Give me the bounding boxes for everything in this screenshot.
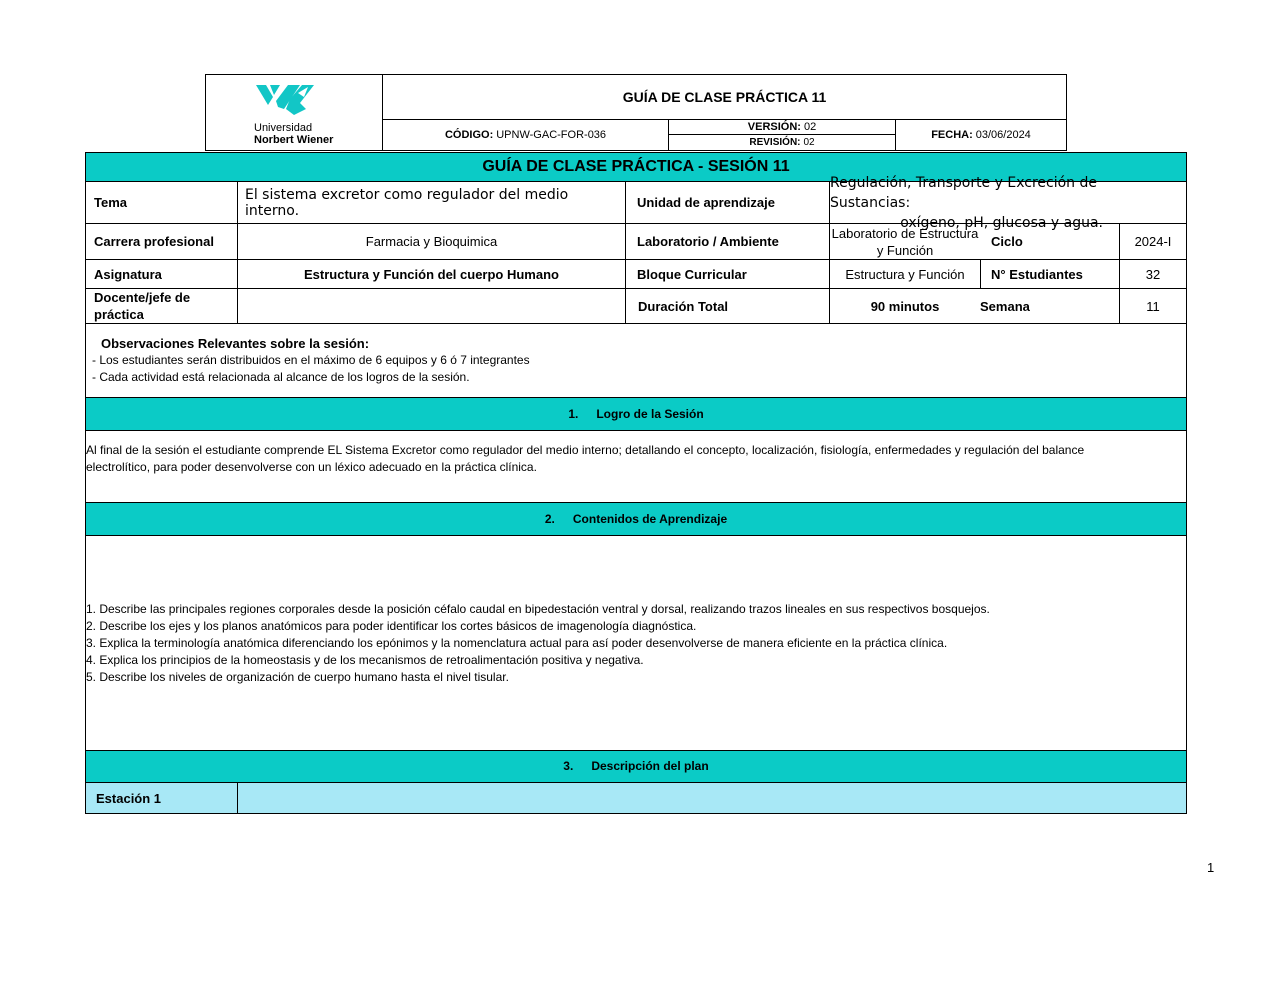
carrera-label: Carrera profesional: [86, 223, 237, 259]
carrera-value: Farmacia y Bioquimica: [237, 223, 625, 259]
fecha-field: FECHA: 03/06/2024: [931, 129, 1031, 141]
estacion-value[interactable]: [237, 782, 1186, 813]
observaciones-section: [86, 323, 1186, 397]
semana-label: Semana: [980, 288, 1119, 323]
session-title: GUÍA DE CLASE PRÁCTICA - SESIÓN 11: [86, 153, 1186, 181]
contenido-item: 4. Explica los principios de la homeostasis y de los mecanismos de retroalimentación positiva y negativa.: [86, 653, 644, 667]
session-table: [85, 152, 1187, 814]
estacion-label: Estación 1: [86, 782, 237, 813]
docente-label: Docente/jefe de práctica: [86, 288, 237, 323]
tema-value: El sistema excretor como regulador del medio interno.: [237, 181, 625, 223]
contenido-item: 5. Describe los niveles de organización de cuerpo humano hasta el nivel tisular.: [86, 670, 509, 684]
bloque-value: Estructura y Función: [829, 259, 980, 288]
university-logo-icon: [254, 83, 318, 117]
plan-heading: 3. Descripción del plan: [86, 750, 1186, 782]
laboratorio-value: Laboratorio de Estructura y Función: [829, 223, 980, 259]
laboratorio-label: Laboratorio / Ambiente: [625, 223, 829, 259]
contenidos-heading: 2. Contenidos de Aprendizaje: [86, 502, 1186, 535]
unidad-label: Unidad de aprendizaje: [625, 181, 829, 223]
observaciones-title: Observaciones Relevantes sobre la sesión:: [101, 336, 370, 351]
duracion-label: Duración Total: [625, 288, 829, 323]
ciclo-value: 2024-I: [1119, 223, 1186, 259]
logro-text: Al final de la sesión el estudiante comprende EL Sistema Excretor como regulador del medio interno; detallando el concepto, localización, fisiología, enfermedades y regulación del balance electrolítico, para poder desenvolverse con un léxico adecuado en la práctica clínica.: [86, 430, 1186, 502]
semana-value: 11: [1119, 288, 1186, 323]
asignatura-value: Estructura y Función del cuerpo Humano: [237, 259, 625, 288]
estudiantes-value: 32: [1119, 259, 1186, 288]
version-field: VERSIÓN: 02: [669, 120, 896, 135]
codigo-field: CÓDIGO: UPNW-GAC-FOR-036: [383, 120, 669, 150]
estudiantes-label: N° Estudiantes: [980, 259, 1119, 288]
asignatura-label: Asignatura: [86, 259, 237, 288]
document-title: GUÍA DE CLASE PRÁCTICA 11: [383, 75, 1066, 120]
ciclo-label: Ciclo: [980, 223, 1119, 259]
logro-heading: 1. Logro de la Sesión: [86, 397, 1186, 430]
contenido-item: 1. Describe las principales regiones corporales desde la posición céfalo caudal en bipedestación ventral y dorsal, realizando trazos lineales en sus respectivos bosquejos.: [86, 602, 990, 616]
revision-field: REVISIÓN: 02: [669, 135, 896, 150]
page-number: 1: [1207, 860, 1215, 875]
unidad-value: Regulación, Transporte y Excreción de Sustancias: oxígeno, pH, glucosa y agua.: [829, 181, 1186, 223]
observacion-item: - Los estudiantes serán distribuidos en el máximo de 6 equipos y 6 ó 7 integrantes: [92, 353, 530, 367]
duracion-value: 90 minutos: [829, 288, 980, 323]
observacion-item: - Cada actividad está relacionada al alcance de los logros de la sesión.: [92, 370, 470, 384]
document-header: [205, 74, 1067, 151]
logo-cell: [206, 75, 383, 150]
tema-label: Tema: [86, 181, 237, 223]
docente-value[interactable]: [237, 288, 625, 323]
contenido-item: 2. Describe los ejes y los planos anatómicos para poder identificar los cortes básicos de imagenología diagnóstica.: [86, 619, 697, 633]
contenidos-list: [86, 535, 1186, 750]
contenido-item: 3. Explica la terminología anatómica diferenciando los epónimos y la nomenclatura actual para así poder desenvolverse de manera eficiente en la práctica clínica.: [86, 636, 948, 650]
university-name: Universidad Norbert Wiener: [254, 122, 334, 146]
bloque-label: Bloque Curricular: [625, 259, 829, 288]
